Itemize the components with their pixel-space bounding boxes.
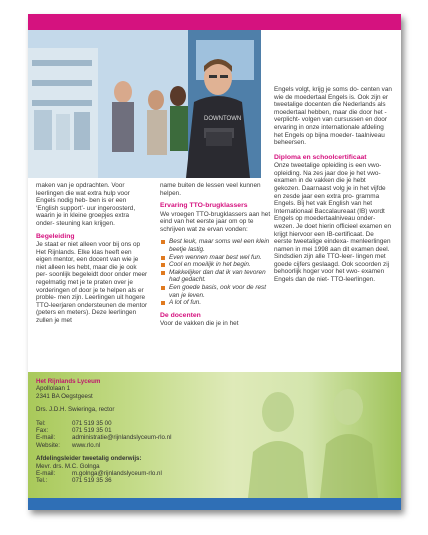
paragraph-survey-intro: We vroegen TTO-brugklassers aan het eind van het eerste jaar om op te schrijven wat ze ervan vonden: [160,210,271,233]
quote-list [160,238,275,306]
contact-block [36,378,171,485]
list-item: Best leuk, maar soms wel een klein beetje lastig. [160,238,275,253]
heading-diploma: Diploma en schoolcertificaat [274,153,367,161]
classroom-illustration [28,30,261,178]
school-name: Het Rijnlands Lyceum [36,378,101,385]
paragraph-homework-support: maken van je opdrachten. Voor leerlingen die wat extra hulp voor Engels nodig heb- ben is er een ‘English support’- uur ingeroosterd, waarin je in kleine groepjes extra onder- steuning kan krijgen. [36,182,136,227]
contact-row-email[interactable]: E-mail: administratie@rijnlandslyceum-rlo.nl [36,434,172,442]
paragraph-docenten: Voor de vakken die je in het [160,320,239,328]
paragraph-help: name buiten de lessen veel kunnen helpen. [160,182,261,197]
column-middle [160,182,275,328]
heading-docenten: De docenten [160,311,201,319]
contact-row-email-2[interactable]: E-mail: m.golnga@rijnlandslyceum-rlo.nl [36,470,162,478]
bullet-square-icon [161,286,165,290]
department-head-name: Mevr. drs. M.C. Golnga [36,462,100,470]
heading-begeleiding: Begeleiding [36,232,75,240]
contact-panel [28,372,401,498]
bottom-accent-bar [28,498,401,510]
contact-row-tel-2: Tel.: 071 519 35 36 [36,477,112,485]
address-street: Apollolaan 1 [36,385,71,393]
contact-row-tel: Tel: 071 519 35 00 [36,419,112,427]
classroom-photo [28,30,261,178]
address-city: 2341 BA Oegstgeest [36,392,93,400]
paragraph-diploma: Onze tweetalige opleiding is een vwo-opleiding. Na zes jaar doe je het vwo-examen in de vakken die je hebt gekozen. Daarnaast volg je in het vijfde en zesde jaar een extra pro- gramma Engels. Bij het vak English van het Internationaal Baccalaureaat (IB) wordt Engels op moedertaalniveau onder- wezen. Je doet hierin officieel examen en krijgt hiervoor een IB-certificaat. De eerste tweetalige eindexa- menleerlingen namen in mei 1998 aan dit examen deel. Sindsdien zijn alle TTO-leer- lingen met goede cijfers geslaagd. Ook scoorden zij behoorlijk hoger voor het vwo- examen Engels dan de niet- TTO-leerlingen. [274,162,392,284]
bullet-square-icon [161,271,165,275]
heading-ervaring: Ervaring TTO-brugklassers [160,202,248,210]
contact-row-fax: Fax: 071 519 35 01 [36,427,112,435]
list-item: Makkelijker dan dat ik van tevoren had gedacht. [160,269,275,284]
department-head-heading: Afdelingsleider tweetalig onderwijs: [36,455,142,463]
paragraph-mentor: Je staat er niet alleen voor bij ons op Het Rijnlands. Elke klas heeft een eigen mentor, een docent van wie je niet alleen les hebt, maar die je ook per- soonlijk begeleidt door onder meer regelmatig met je te praten over je vorderingen of door je te helpen als er proble- men zijn. Leerlingen uit hogere TTO-leerjaren ondersteunen de mentor (peters en meters). Deze leerlingen zullen je met [36,240,148,324]
bullet-square-icon [161,263,165,267]
rector-name: Drs. J.D.H. Swieringa, rector [36,406,115,414]
top-accent-bar [28,14,401,30]
list-item: Een goede basis, ook voor de rest van je leven. [160,284,275,299]
list-item: Even wennen maar best wel fun. [160,254,275,262]
column-left [36,182,148,325]
bullet-square-icon [161,240,165,244]
brochure-page [28,14,401,510]
paragraph-native-teachers: Engels volgt, krijg je soms do- centen van wie de moedertaal Engels is. Ook zijn er tweetalige docenten die Nederlands als moedertaal hebben, maar die door het -verplicht- volgen van cursussen en door ervaring in onze internationale afdeling het Engels op bijna moeder- taalniveau beheersen. [274,86,392,147]
list-item: Cool en moeilijk in het begin. [160,261,275,269]
list-item: A lot of fun. [160,299,275,307]
svg-text:DOWNTOWN: DOWNTOWN [204,116,242,122]
column-right [274,86,392,284]
bullet-square-icon [161,301,165,305]
bullet-square-icon [161,256,165,260]
contact-row-website[interactable]: Website: www.rlo.nl [36,441,101,449]
